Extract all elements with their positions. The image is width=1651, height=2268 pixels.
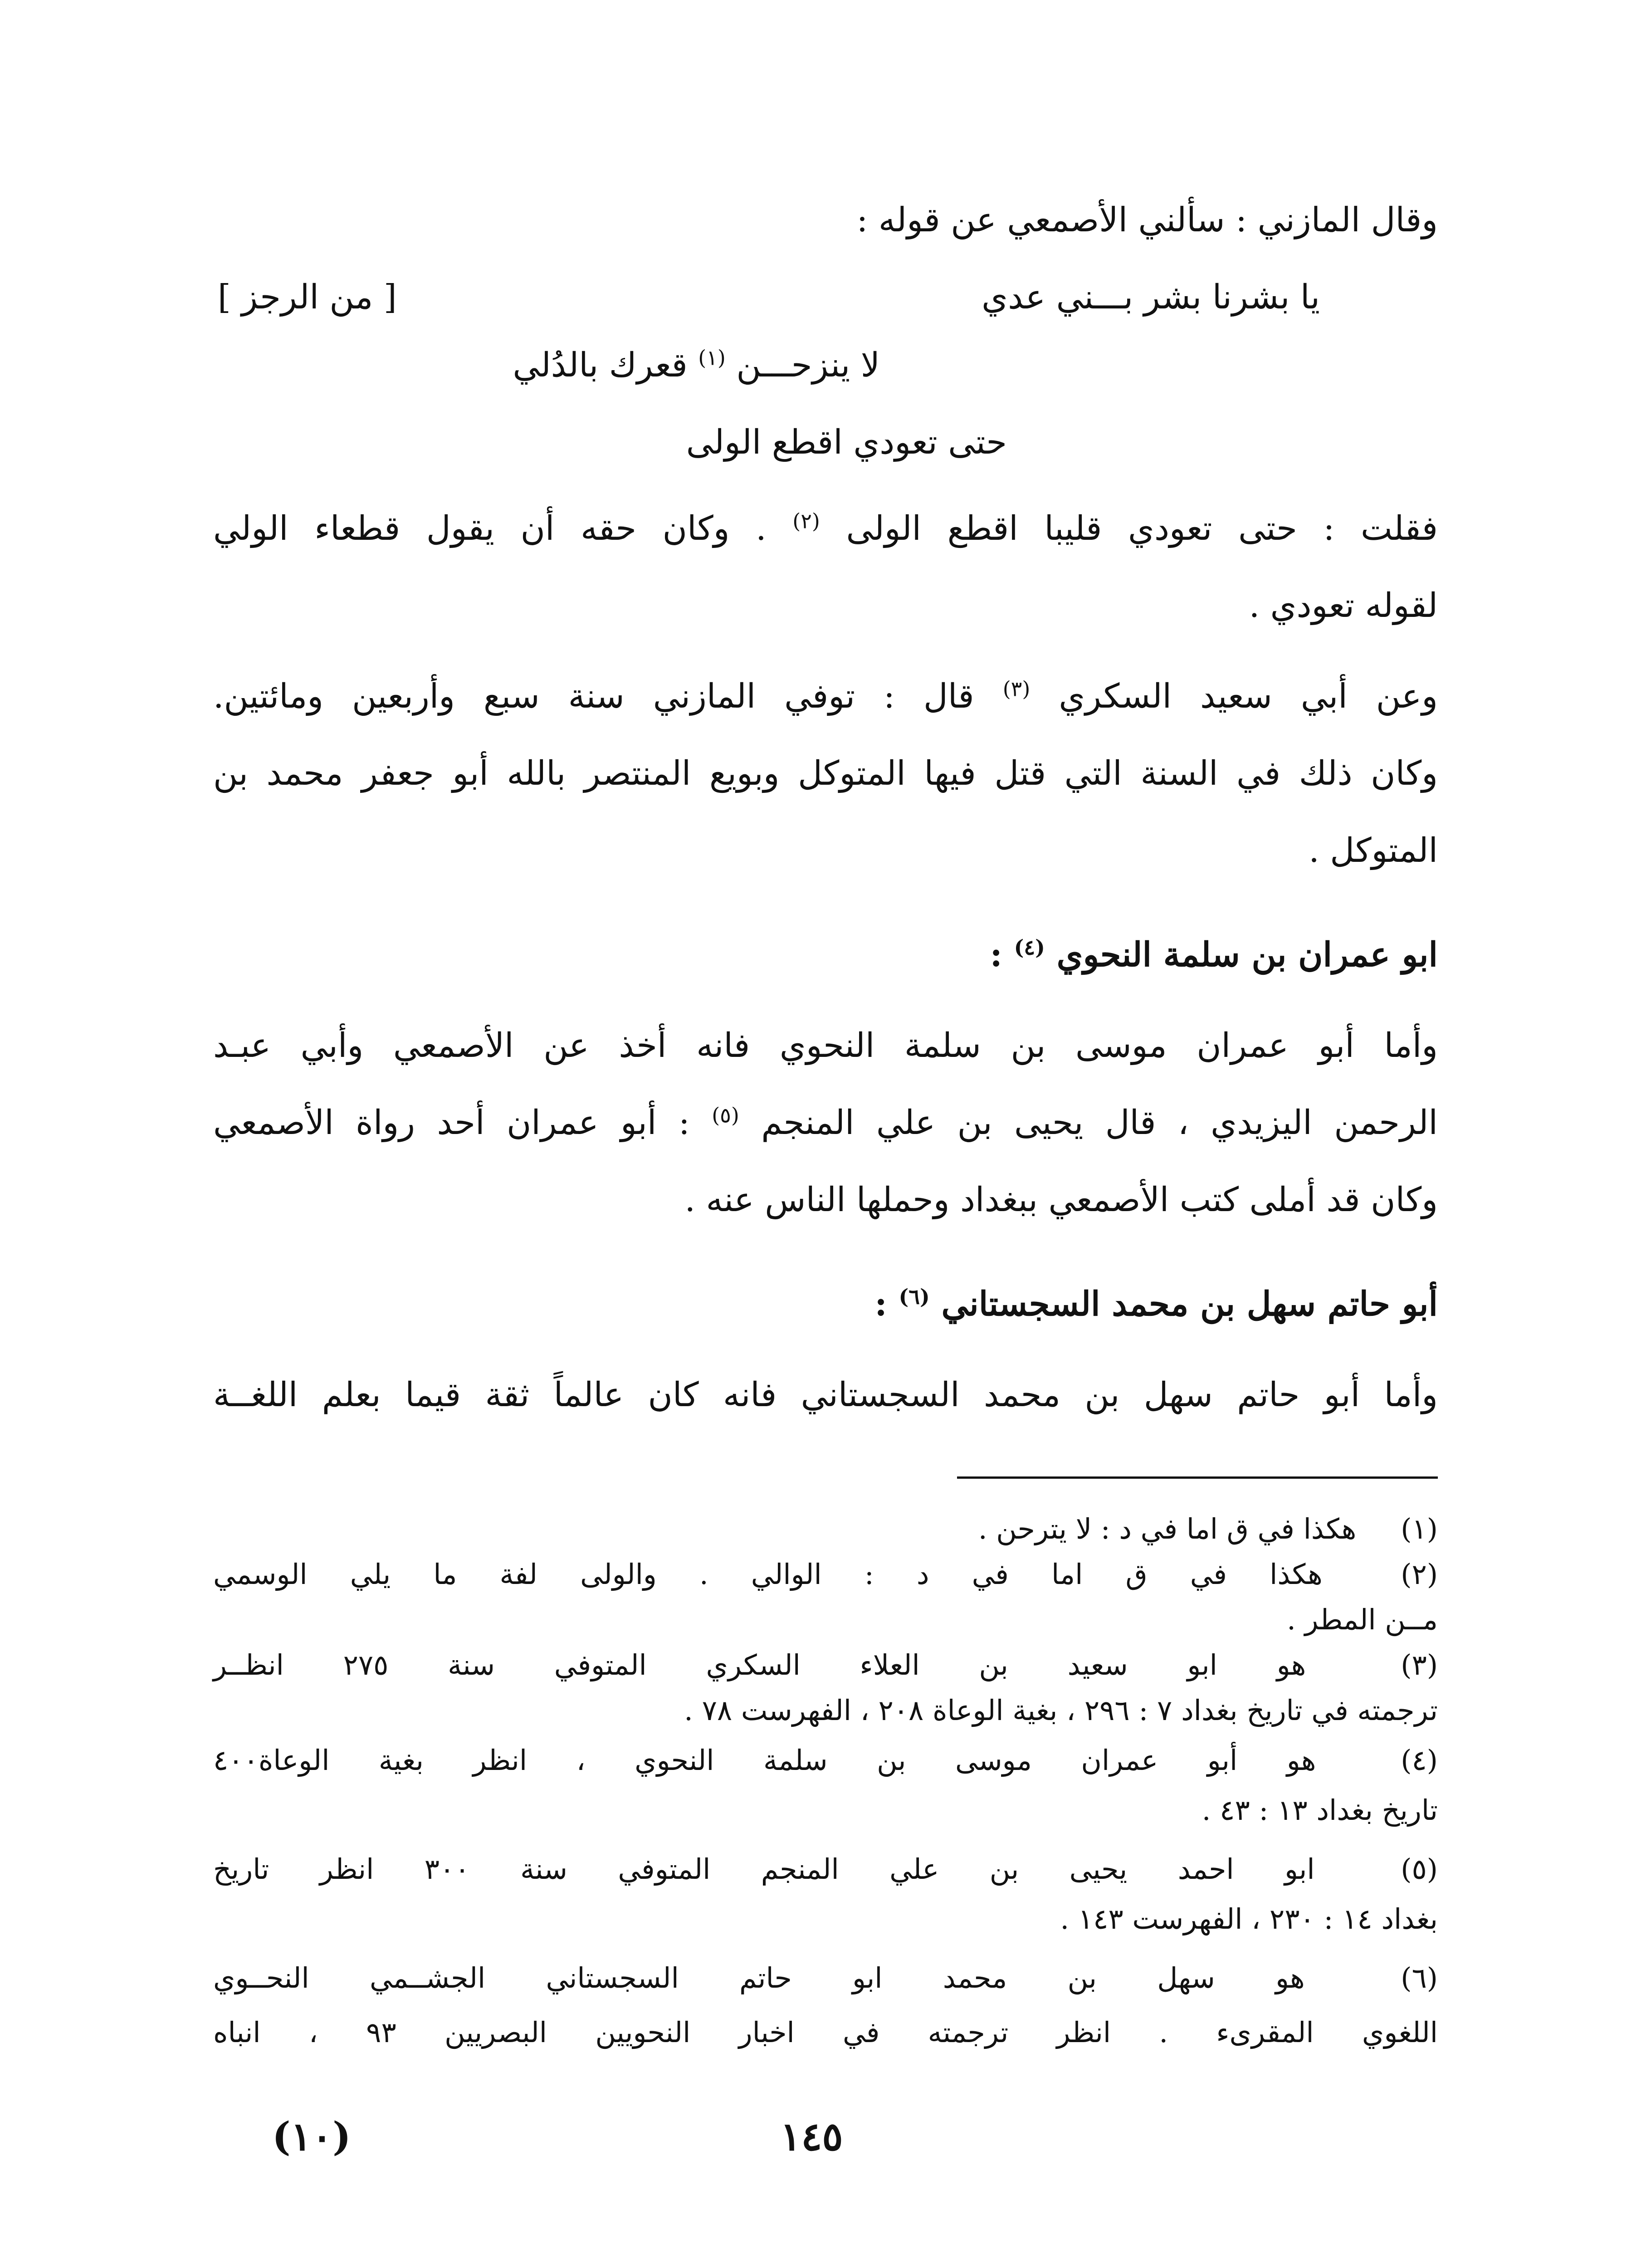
paragraph-line xyxy=(684,1175,1438,1225)
footnote-line xyxy=(213,1556,1438,1593)
footnote-line xyxy=(213,1742,1438,1779)
footnote-line xyxy=(213,2014,1438,2051)
section-heading xyxy=(990,930,1438,980)
intro-line: وقال المازني : سألني الأصمعي عن قوله : xyxy=(856,200,1438,240)
footnote-text: هو أبو عمران موسى بن سلمة النحوي ، انظر بغية الوعاة٤٠٠ xyxy=(213,1744,1316,1777)
heading-text: ابو عمران بن سلمة النحوي xyxy=(1056,935,1438,974)
verse-line-1 xyxy=(982,272,1320,322)
paragraph-line xyxy=(1249,581,1438,631)
body-text: وكان قد أملى كتب الأصمعي ببغداد وحملها الناس عنه . xyxy=(684,1180,1438,1219)
meter-text: [ من الرجز ] xyxy=(218,278,397,317)
footnote-ref: (٦) xyxy=(899,1284,930,1309)
body-text: وكان ذلك في السنة التي قتل فيها المتوكل وبويع المنتصر بالله أبو جعفر محمد بن xyxy=(213,754,1438,793)
paragraph-line xyxy=(213,1370,1438,1420)
footnote-ref: (١) xyxy=(698,345,726,370)
heading-colon: : xyxy=(990,935,1002,974)
footnote-text: اللغوي المقرىء . انظر ترجمته في اخبار النحويين البصريين ٩٣ ، انباه xyxy=(213,2016,1438,2049)
footnote-text: هو سهل بن محمد ابو حاتم السجستاني الجشــمي النحــوي xyxy=(213,1961,1305,1994)
footnote-ref: (٣) xyxy=(1002,676,1031,701)
verse-text: حتى تعودي اقطع الولى xyxy=(686,423,1007,462)
body-text: . وكان حقه أن يقول قطعاء الولي xyxy=(213,509,767,548)
footnote-ref: (٥) xyxy=(712,1103,739,1128)
body-text: وأما أبو عمران موسى بن سلمة النحوي فانه أخذ عن الأصمعي وأبي عبـد xyxy=(213,1026,1438,1065)
verse-text: يا بشرنا بشر بـــني عدي xyxy=(982,278,1320,317)
paragraph-line xyxy=(213,1098,1438,1148)
text-line xyxy=(856,195,1438,245)
footnote-line xyxy=(213,1692,1438,1729)
body-text: المتوكل . xyxy=(1309,831,1438,870)
verse-text: لا ينزحـــن xyxy=(736,346,880,385)
meter-label xyxy=(218,272,397,322)
verse-line-2 xyxy=(513,340,880,390)
body-text: وعن أبي سعيد السكري xyxy=(1059,677,1438,716)
heading-text: أبو حاتم سهل بن محمد السجستاني xyxy=(941,1285,1438,1324)
section-heading xyxy=(874,1279,1438,1329)
footnote-text: ابو احمد يحيى بن علي المنجم المتوفي سنة ٣٠٠ انظر تاريخ xyxy=(213,1853,1315,1886)
body-text: قال : توفي المازني سنة سبع وأربعين ومائتين. xyxy=(213,677,974,716)
footnote-line xyxy=(213,1960,1438,1997)
footnote-number: (٣) xyxy=(1401,1648,1438,1681)
page-number: ١٤٥ xyxy=(780,2114,843,2160)
paragraph-line xyxy=(213,503,1438,553)
paragraph-line xyxy=(213,1021,1438,1070)
footnote-text: ترجمته في تاريخ بغداد ٧ : ٢٩٦ ، بغية الوعاة ٢٠٨ ، الفهرست ٧٨ . xyxy=(684,1694,1438,1727)
footnote-line xyxy=(213,1510,1438,1548)
footnote-text: هو ابو سعيد بن العلاء السكري المتوفي سنة ٢٧٥ انظــر xyxy=(213,1648,1306,1681)
verse-text: قعرك بالدُلي xyxy=(513,346,688,385)
footnote-line xyxy=(213,1601,1438,1638)
footnote-line xyxy=(213,1901,1438,1938)
footnote-number: (١) xyxy=(1401,1512,1438,1545)
verse-line-3 xyxy=(686,417,1007,467)
footnote-number: (٦) xyxy=(1401,1961,1438,1994)
footnote-text: هكذا في ق اما في د : لا يترحن . xyxy=(978,1512,1357,1545)
footnote-ref: (٤) xyxy=(1014,935,1045,960)
footnote-line xyxy=(213,1792,1438,1829)
paragraph-line xyxy=(213,671,1438,721)
body-text: فقلت : حتى تعودي قليبا اقطع الولى xyxy=(846,509,1438,548)
footnote-text: هكذا في ق اما في د : الوالي . والولى لفة ما يلي الوسمي xyxy=(213,1558,1323,1591)
signature-mark: (١٠) xyxy=(272,2114,351,2160)
footnote-number: (٢) xyxy=(1401,1558,1438,1591)
footnote-text: بغداد ١٤ : ٢٣٠ ، الفهرست ١٤٣ . xyxy=(1060,1902,1438,1936)
footnote-text: مــن المطر . xyxy=(1287,1603,1438,1636)
paragraph-line xyxy=(213,748,1438,798)
footnote-number: (٤) xyxy=(1401,1744,1438,1777)
footnote-line xyxy=(213,1851,1438,1888)
body-text: وأما أبو حاتم سهل بن محمد السجستاني فانه كان عالماً ثقة قيما بعلم اللغــة xyxy=(213,1375,1438,1414)
footnote-ref: (٢) xyxy=(792,508,820,533)
footnote-text: تاريخ بغداد ١٣ : ٤٣ . xyxy=(1202,1794,1438,1827)
body-text: : أبو عمران أحد رواة الأصمعي xyxy=(213,1103,690,1142)
footnote-separator xyxy=(957,1476,1438,1479)
paragraph-line xyxy=(1309,826,1438,875)
body-text: الرحمن اليزيدي ، قال يحيى بن علي المنجم xyxy=(761,1103,1438,1142)
body-text: لقوله تعودي . xyxy=(1249,586,1438,625)
footnote-number: (٥) xyxy=(1401,1853,1438,1886)
heading-colon: : xyxy=(874,1285,887,1324)
footnote-line xyxy=(213,1647,1438,1684)
